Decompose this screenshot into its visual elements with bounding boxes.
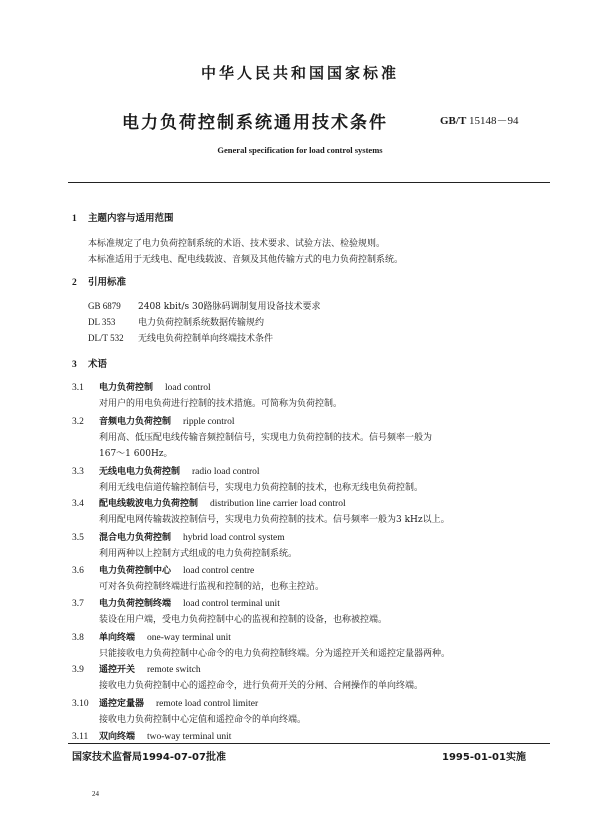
term-entry bbox=[72, 630, 231, 643]
term-cn: 遥控开关 bbox=[99, 665, 136, 675]
reference-text: 电力负荷控制系统数据传输规约 bbox=[138, 318, 265, 328]
term-definition: 可对各负荷控制终端进行监视和控制的站，也称主控站。 bbox=[99, 582, 325, 592]
reference-text: 无线电负荷控制单向终端技术条件 bbox=[138, 334, 274, 344]
term-cn: 电力负荷控制中心 bbox=[99, 566, 172, 576]
section-heading bbox=[72, 274, 126, 288]
reference-code: GB 6879 bbox=[88, 301, 121, 311]
term-definition: 167～1 600Hz。 bbox=[99, 449, 173, 459]
term-number: 3.2 bbox=[72, 417, 84, 427]
term-cn: 配电线载波电力负荷控制 bbox=[99, 499, 199, 509]
term-number: 3.4 bbox=[72, 499, 84, 509]
term-entry bbox=[72, 696, 258, 709]
term-number: 3.11 bbox=[72, 732, 89, 742]
standard-prefix: GB/T bbox=[440, 115, 467, 127]
term-definition: 接收电力负荷控制中心的遥控命令，进行负荷开关的分闸、合闸操作的单向终端。 bbox=[99, 681, 424, 691]
document-title: 电力负荷控制系统通用技术条件 bbox=[122, 113, 388, 133]
reference-item bbox=[88, 315, 264, 328]
term-definition: 利用无线电信道传输控制信号，实现电力负荷控制的技术，也称无线电负荷控制。 bbox=[99, 483, 424, 493]
term-en: one-way terminal unit bbox=[147, 633, 231, 643]
standard-number: 15148－94 bbox=[469, 115, 519, 127]
term-number: 3.9 bbox=[72, 665, 84, 675]
term-definition: 装设在用户端，受电力负荷控制中心的监视和控制的设备，也称被控端。 bbox=[99, 615, 388, 625]
term-number: 3.1 bbox=[72, 383, 84, 393]
term-en: distribution line carrier load control bbox=[210, 499, 346, 509]
title-divider bbox=[68, 182, 550, 183]
term-definition: 利用高、低压配电线传输音频控制信号，实现电力负荷控制的技术。信号频率一般为 bbox=[99, 433, 433, 443]
implementation-date: 1995-01-01实施 bbox=[442, 752, 526, 763]
term-entry bbox=[72, 530, 285, 543]
term-en: two-way terminal unit bbox=[147, 732, 232, 742]
term-en: remote load control limiter bbox=[156, 699, 259, 709]
term-entry bbox=[72, 563, 254, 576]
section-number: 2 bbox=[72, 278, 77, 288]
term-cn: 电力负荷控制 bbox=[99, 383, 154, 393]
term-entry bbox=[72, 596, 280, 609]
term-number: 3.10 bbox=[72, 699, 89, 709]
reference-item bbox=[88, 331, 273, 344]
section-title: 引用标准 bbox=[88, 277, 127, 288]
term-entry bbox=[72, 729, 231, 742]
term-en: ripple control bbox=[183, 417, 235, 427]
term-definition: 只能接收电力负荷控制中心命令的电力负荷控制终端。分为遥控开关和遥控定量器两种。 bbox=[99, 649, 451, 659]
section-heading bbox=[72, 210, 174, 224]
term-cn: 双向终端 bbox=[99, 732, 136, 742]
term-cn: 无线电电力负荷控制 bbox=[99, 467, 181, 477]
section-number: 1 bbox=[72, 214, 77, 224]
section-title: 主题内容与适用范围 bbox=[88, 213, 174, 224]
term-definition: 利用两种以上控制方式组成的电力负荷控制系统。 bbox=[99, 549, 298, 559]
scope-paragraph: 本标准规定了电力负荷控制系统的术语、技术要求、试验方法、检验规则。 bbox=[88, 239, 386, 249]
term-cn: 混合电力负荷控制 bbox=[99, 533, 172, 543]
term-number: 3.8 bbox=[72, 633, 84, 643]
term-number: 3.6 bbox=[72, 566, 84, 576]
term-en: load control bbox=[165, 383, 211, 393]
page-number: 24 bbox=[92, 790, 99, 798]
section-title: 术语 bbox=[88, 359, 108, 370]
english-title: General specification for load control systems bbox=[217, 145, 383, 155]
term-number: 3.7 bbox=[72, 599, 84, 609]
term-en: load control centre bbox=[183, 566, 255, 576]
issued-by: 国家技术监督局1994-07-07批准 bbox=[72, 752, 226, 763]
section-heading bbox=[72, 356, 107, 370]
term-entry bbox=[72, 464, 260, 477]
national-standard-header: 中华人民共和国国家标准 bbox=[200, 64, 399, 82]
section-number: 3 bbox=[72, 360, 77, 370]
term-entry bbox=[72, 380, 211, 393]
scope-paragraph: 本标准适用于无线电、配电线载波、音频及其他传输方式的电力负荷控制系统。 bbox=[88, 255, 404, 265]
reference-item bbox=[88, 299, 320, 312]
term-definition: 利用配电网传输载波控制信号，实现电力负荷控制的技术。信号频率一般为3 kHz以上。 bbox=[99, 515, 450, 525]
term-cn: 单向终端 bbox=[99, 633, 136, 643]
term-cn: 音频电力负荷控制 bbox=[99, 417, 172, 427]
reference-code: DL/T 532 bbox=[88, 333, 124, 343]
footer-divider bbox=[68, 743, 550, 744]
term-number: 3.5 bbox=[72, 533, 84, 543]
term-definition: 对用户的用电负荷进行控制的技术措施。可简称为负荷控制。 bbox=[99, 399, 343, 409]
standard-code bbox=[440, 112, 519, 128]
reference-code: DL 353 bbox=[88, 317, 116, 327]
term-cn: 遥控定量器 bbox=[99, 699, 145, 709]
term-definition: 接收电力负荷控制中心定值和遥控命令的单向终端。 bbox=[99, 715, 307, 725]
term-cn: 电力负荷控制终端 bbox=[99, 599, 172, 609]
term-entry bbox=[72, 414, 234, 427]
term-entry bbox=[72, 662, 201, 675]
term-en: hybrid load control system bbox=[183, 533, 285, 543]
term-entry bbox=[72, 496, 346, 509]
term-en: radio load control bbox=[192, 467, 260, 477]
term-en: load control terminal unit bbox=[183, 599, 280, 609]
term-number: 3.3 bbox=[72, 467, 84, 477]
term-en: remote switch bbox=[147, 665, 201, 675]
reference-text: 2408 kbit/s 30路脉码调制复用设备技术要求 bbox=[138, 302, 321, 312]
